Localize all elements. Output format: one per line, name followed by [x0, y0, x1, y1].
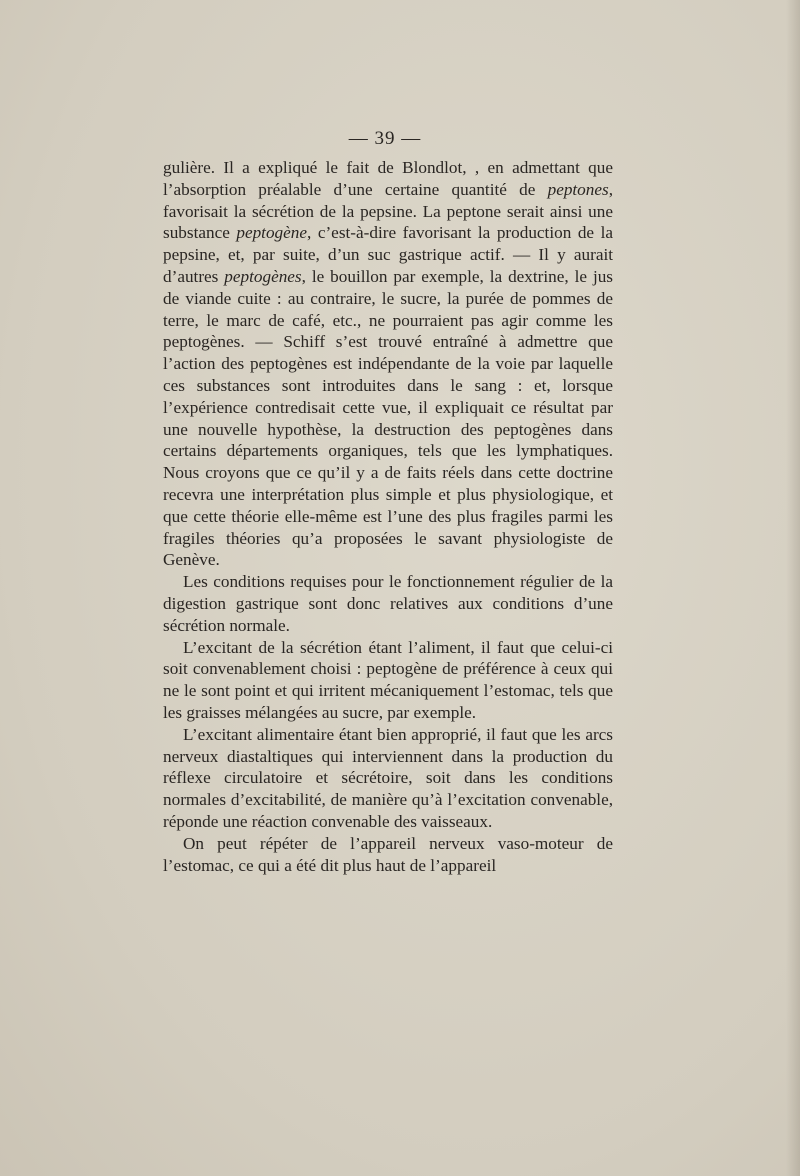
body-text	[163, 157, 613, 876]
text-run: , c’est-à-dire favorisant la production de la pepsine, et, par suite, d’un suc gastrique actif. — Il y aurait d’autres	[163, 223, 613, 286]
page-number: — 39 —	[348, 128, 422, 149]
text-run: L’excitant alimentaire étant bien approprié, il faut que les arcs nerveux diastaltiques qui interviennent dans la production du réflexe circulatoire et sécrétoire, soit dans les conditions normales d’excitabilité, de manière qu’à l’excitation convenable, réponde une réaction convenable des vaisseaux.	[163, 724, 613, 831]
text-run: L’excitant de la sécrétion étant l’aliment, il faut que celui-ci soit convenablement choisi : peptogène de préférence à ceux qui ne le sont point et qui irritent mécaniquement l’estomac, tels que les graisses mélangées au sucre, par exemple.	[163, 637, 613, 722]
text-run: , favorisait la sécrétion de la pepsine. La peptone serait ainsi une substance	[163, 179, 613, 243]
paragraph	[163, 637, 613, 724]
paragraph	[163, 571, 613, 636]
text-run: gulière. Il a expliqué le fait de Blondlot, , en admettant que l’absorption préalable d’une certaine quantité de	[163, 158, 613, 199]
text-run: Les conditions requises pour le fonctionnement régulier de la digestion gastrique sont donc relatives aux conditions d’une sécrétion normale.	[163, 572, 613, 635]
italic-term: peptogènes	[224, 266, 302, 286]
page-edge-shadow	[786, 0, 800, 1176]
text-run: , le bouillon par exemple, la dextrine, le jus de viande cuite : au contraire, le sucre, la purée de pommes de terre, le marc de café, etc., ne pourraient pas agir comme les peptogènes. — Schiff s’est trouvé entraîné à admettre que l’action des peptogènes est indépendante de la voie par laquelle ces substances sont introduites dans le sang : et, lorsque l’expérience contredisait cette vue, il expliquait ce résultat par une nouvelle hypothèse, la destruction des peptogènes dans certains départements organiques, tels que les lymphatiques. Nous croyons que ce qu’il y a de faits réels dans cette doctrine recevra une interprétation plus simple et plus physiologique, et que cette théorie elle-même est l’une des plus fragiles parmi les fragiles théories qu’a proposées le savant physiologiste de Genève.	[163, 266, 613, 570]
italic-term: peptones	[547, 179, 609, 199]
paragraph	[163, 833, 613, 877]
italic-term: peptogène	[236, 223, 307, 243]
paragraph	[163, 157, 613, 571]
text-run: On peut répéter de l’appareil nerveux vaso-moteur de l’estomac, ce qui a été dit plus haut de l’appareil	[163, 833, 613, 875]
paragraph	[163, 724, 613, 833]
